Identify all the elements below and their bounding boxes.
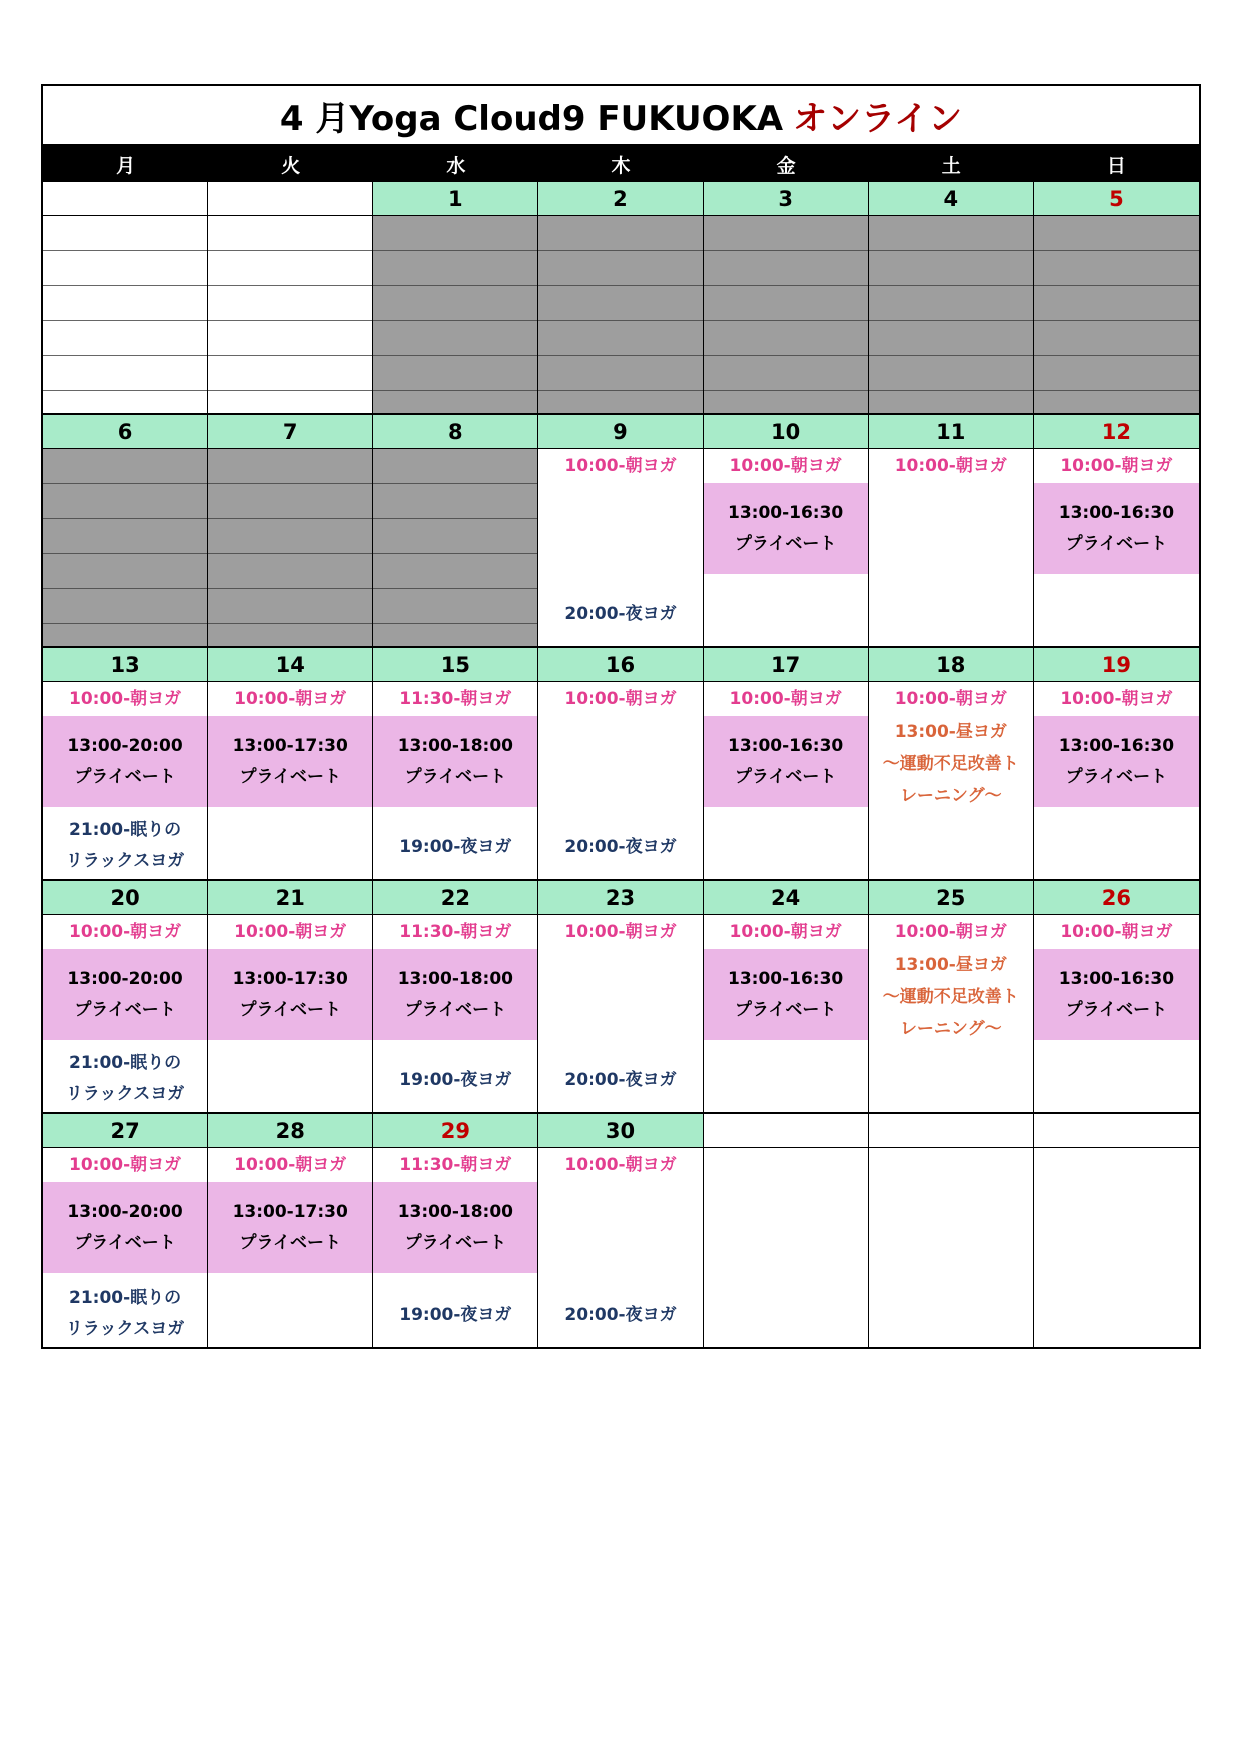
unavailable-block: [373, 216, 537, 413]
calendar-week-row: [43, 881, 1199, 1114]
day-body: [208, 915, 372, 1112]
private-label: プライベート: [239, 766, 341, 787]
private-session-block: [208, 949, 372, 1040]
day-cell: [208, 182, 373, 415]
morning-yoga-event: 11:30-朝ヨガ: [399, 689, 512, 709]
weekday-label: 日: [1106, 154, 1126, 177]
unavailable-block: [869, 216, 1033, 413]
private-label: プライベート: [734, 766, 837, 787]
relax-yoga-line: リラックスヨガ: [65, 851, 185, 871]
unavailable-block: [373, 449, 537, 646]
night-yoga-event: 20:00-夜ヨガ: [564, 1070, 677, 1090]
private-session-block: [1034, 716, 1199, 807]
day-number: 13: [43, 648, 207, 682]
morning-yoga-event: 10:00-朝ヨガ: [1060, 689, 1173, 709]
morning-yoga-event: 10:00-朝ヨガ: [68, 1155, 182, 1175]
private-label: プライベート: [239, 1232, 341, 1253]
private-session-block: [704, 949, 868, 1040]
day-cell: [704, 881, 869, 1114]
private-time: 13:00-16:30: [727, 735, 844, 756]
day-body: [869, 449, 1033, 646]
day-cell: [1034, 415, 1199, 648]
calendar-week-row: [43, 415, 1199, 648]
morning-yoga-event: 10:00-朝ヨガ: [234, 689, 347, 709]
day-body: [869, 682, 1033, 879]
day-number: 14: [208, 648, 372, 682]
day-number: 25: [869, 881, 1033, 915]
day-cell: [704, 1114, 869, 1347]
day-body: [43, 1148, 207, 1347]
day-number: [43, 182, 207, 216]
day-cell: [869, 648, 1034, 881]
morning-yoga-event: 10:00-朝ヨガ: [68, 922, 182, 942]
private-label: プライベート: [74, 1232, 176, 1253]
day-body: [538, 915, 702, 1112]
day-cell: [538, 881, 703, 1114]
night-yoga-event: 20:00-夜ヨガ: [564, 1305, 677, 1325]
noon-yoga-subtitle: レーニング～: [899, 1019, 1002, 1039]
relax-yoga-line: 21:00-眠りの: [68, 1288, 182, 1308]
private-session-block: [373, 716, 537, 807]
day-cell: [43, 182, 208, 415]
morning-yoga-event: 11:30-朝ヨガ: [399, 922, 512, 942]
calendar-week-row: [43, 182, 1199, 415]
day-cell: [869, 1114, 1034, 1347]
title-accent: オンライン: [793, 98, 963, 139]
day-cell: [208, 415, 373, 648]
noon-yoga-event: 13:00-昼ヨガ: [894, 955, 1007, 975]
morning-yoga-event: 10:00-朝ヨガ: [564, 689, 677, 709]
noon-yoga-subtitle: レーニング～: [899, 786, 1002, 806]
day-cell: [869, 881, 1034, 1114]
day-cell: [1034, 1114, 1199, 1347]
day-number: 23: [538, 881, 702, 915]
day-body: [869, 1148, 1033, 1347]
private-time: 13:00-20:00: [67, 1201, 183, 1222]
day-body: [704, 915, 868, 1112]
day-number: 5: [1034, 182, 1199, 216]
private-label: プライベート: [734, 999, 837, 1020]
private-label: プライベート: [734, 533, 837, 554]
private-session-block: [208, 1182, 372, 1273]
morning-yoga-event: 10:00-朝ヨガ: [564, 456, 677, 476]
morning-yoga-event: 10:00-朝ヨガ: [729, 922, 842, 942]
day-cell: [538, 648, 703, 881]
day-body: [1034, 915, 1199, 1112]
day-number: 18: [869, 648, 1033, 682]
private-time: 13:00-17:30: [232, 735, 348, 756]
private-time: 13:00-16:30: [1058, 968, 1175, 989]
day-body: [1034, 682, 1199, 879]
day-body: [43, 216, 207, 413]
day-cell: [373, 415, 538, 648]
day-number: 24: [704, 881, 868, 915]
day-number: 22: [373, 881, 537, 915]
day-number: [208, 182, 372, 216]
day-cell: [43, 881, 208, 1114]
private-session-block: [208, 716, 372, 807]
day-body: [704, 449, 868, 646]
day-number: 30: [538, 1114, 702, 1148]
private-session-block: [43, 716, 207, 807]
morning-yoga-event: 10:00-朝ヨガ: [729, 689, 842, 709]
private-label: プライベート: [1065, 533, 1168, 554]
noon-yoga-subtitle: ～運動不足改善ト: [882, 987, 1019, 1007]
weekday-label: 金: [776, 154, 796, 177]
day-number: 12: [1034, 415, 1199, 449]
day-number: 26: [1034, 881, 1199, 915]
morning-yoga-event: 10:00-朝ヨガ: [564, 1155, 677, 1175]
day-cell: [208, 1114, 373, 1347]
unavailable-block: [704, 216, 868, 413]
weekday-label: 火: [281, 154, 301, 177]
day-cell: [43, 648, 208, 881]
weekday-label: 木: [611, 154, 631, 177]
day-cell: [208, 881, 373, 1114]
day-number: [704, 1114, 868, 1148]
day-body: [208, 216, 372, 413]
day-body: [208, 682, 372, 879]
day-number: 4: [869, 182, 1033, 216]
calendar-week-row: [43, 1114, 1199, 1347]
morning-yoga-event: 10:00-朝ヨガ: [894, 922, 1007, 942]
private-time: 13:00-16:30: [1058, 502, 1175, 523]
morning-yoga-event: 10:00-朝ヨガ: [729, 456, 842, 476]
private-label: プライベート: [404, 999, 507, 1020]
private-time: 13:00-17:30: [232, 968, 348, 989]
morning-yoga-event: 10:00-朝ヨガ: [894, 456, 1007, 476]
private-session-block: [704, 716, 868, 807]
weekday-label: 土: [941, 154, 961, 177]
unavailable-block: [538, 216, 702, 413]
day-number: 7: [208, 415, 372, 449]
day-cell: [373, 881, 538, 1114]
private-label: プライベート: [404, 1232, 507, 1253]
weekday-label: 水: [446, 154, 466, 177]
day-number: 3: [704, 182, 868, 216]
noon-yoga-subtitle: ～運動不足改善ト: [882, 754, 1019, 774]
relax-yoga-line: リラックスヨガ: [65, 1319, 185, 1339]
day-cell: [704, 648, 869, 881]
day-cell: [43, 1114, 208, 1347]
unavailable-block: [208, 449, 372, 646]
unavailable-block: [43, 449, 207, 646]
day-body: [373, 1148, 537, 1347]
private-session-block: [43, 949, 207, 1040]
day-number: 20: [43, 881, 207, 915]
day-number: 21: [208, 881, 372, 915]
day-number: 11: [869, 415, 1033, 449]
day-number: 9: [538, 415, 702, 449]
day-body: [1034, 1148, 1199, 1347]
day-cell: [1034, 182, 1199, 415]
day-body: [538, 682, 702, 879]
private-time: 13:00-16:30: [1058, 735, 1175, 756]
private-session-block: [1034, 483, 1199, 574]
day-number: 8: [373, 415, 537, 449]
private-time: 13:00-20:00: [67, 968, 183, 989]
morning-yoga-event: 11:30-朝ヨガ: [399, 1155, 512, 1175]
private-label: プライベート: [239, 999, 341, 1020]
day-cell: [869, 182, 1034, 415]
morning-yoga-event: 10:00-朝ヨガ: [234, 922, 347, 942]
night-yoga-event: 20:00-夜ヨガ: [564, 604, 677, 624]
day-body: [1034, 449, 1199, 646]
day-number: [1034, 1114, 1199, 1148]
day-number: 6: [43, 415, 207, 449]
day-number: [869, 1114, 1033, 1148]
relax-yoga-line: リラックスヨガ: [65, 1084, 185, 1104]
day-number: 16: [538, 648, 702, 682]
private-time: 13:00-18:00: [397, 735, 513, 756]
private-time: 13:00-18:00: [397, 1201, 513, 1222]
relax-yoga-event: [43, 815, 207, 877]
day-number: 29: [373, 1114, 537, 1148]
day-number: 10: [704, 415, 868, 449]
relax-yoga-line: 21:00-眠りの: [68, 820, 182, 840]
day-number: 17: [704, 648, 868, 682]
relax-yoga-event: [43, 1283, 207, 1345]
day-cell: [538, 415, 703, 648]
night-yoga-event: 19:00-夜ヨガ: [399, 837, 512, 857]
morning-yoga-event: 10:00-朝ヨガ: [234, 1155, 347, 1175]
day-cell: [704, 182, 869, 415]
morning-yoga-event: 10:00-朝ヨガ: [1060, 922, 1173, 942]
day-cell: [538, 1114, 703, 1347]
calendar-week-row: [43, 648, 1199, 881]
day-number: 2: [538, 182, 702, 216]
day-cell: [538, 182, 703, 415]
day-cell: [704, 415, 869, 648]
private-session-block: [1034, 949, 1199, 1040]
day-body: [208, 1148, 372, 1347]
day-body: [704, 1148, 868, 1347]
private-label: プライベート: [74, 766, 176, 787]
day-body: [43, 682, 207, 879]
weekday-header: [43, 146, 1199, 182]
private-label: プライベート: [1065, 766, 1168, 787]
day-cell: [1034, 881, 1199, 1114]
private-label: プライベート: [1065, 999, 1168, 1020]
private-time: 13:00-16:30: [727, 502, 844, 523]
private-time: 13:00-16:30: [727, 968, 844, 989]
day-cell: [869, 415, 1034, 648]
morning-yoga-event: 10:00-朝ヨガ: [68, 689, 182, 709]
day-number: 27: [43, 1114, 207, 1148]
day-cell: [1034, 648, 1199, 881]
day-body: [538, 449, 702, 646]
day-body: [43, 915, 207, 1112]
private-session-block: [43, 1182, 207, 1273]
day-cell: [373, 1114, 538, 1347]
private-label: プライベート: [404, 766, 507, 787]
schedule-calendar: [41, 84, 1201, 1349]
night-yoga-event: 19:00-夜ヨガ: [399, 1070, 512, 1090]
private-session-block: [373, 1182, 537, 1273]
day-body: [373, 682, 537, 879]
weekday-label: 月: [116, 154, 136, 177]
private-label: プライベート: [74, 999, 176, 1020]
calendar-title: [43, 86, 1199, 146]
private-time: 13:00-20:00: [67, 735, 183, 756]
noon-yoga-event: 13:00-昼ヨガ: [894, 722, 1007, 742]
morning-yoga-event: 10:00-朝ヨガ: [894, 689, 1007, 709]
relax-yoga-event: [43, 1048, 207, 1110]
private-time: 13:00-18:00: [397, 968, 513, 989]
day-cell: [43, 415, 208, 648]
calendar-weeks: [43, 182, 1199, 1347]
day-body: [373, 915, 537, 1112]
private-session-block: [373, 949, 537, 1040]
unavailable-block: [1034, 216, 1199, 413]
day-cell: [208, 648, 373, 881]
morning-yoga-event: 10:00-朝ヨガ: [1060, 456, 1173, 476]
title-main: 4 月Yoga Cloud9 FUKUOKA: [279, 98, 784, 139]
day-number: 1: [373, 182, 537, 216]
day-body: [538, 1148, 702, 1347]
day-number: 15: [373, 648, 537, 682]
night-yoga-event: 20:00-夜ヨガ: [564, 837, 677, 857]
relax-yoga-line: 21:00-眠りの: [68, 1053, 182, 1073]
private-time: 13:00-17:30: [232, 1201, 348, 1222]
day-number: 28: [208, 1114, 372, 1148]
day-body: [869, 915, 1033, 1112]
day-number: 19: [1034, 648, 1199, 682]
day-cell: [373, 648, 538, 881]
day-cell: [373, 182, 538, 415]
night-yoga-event: 19:00-夜ヨガ: [399, 1305, 512, 1325]
day-body: [704, 682, 868, 879]
morning-yoga-event: 10:00-朝ヨガ: [564, 922, 677, 942]
private-session-block: [704, 483, 868, 574]
